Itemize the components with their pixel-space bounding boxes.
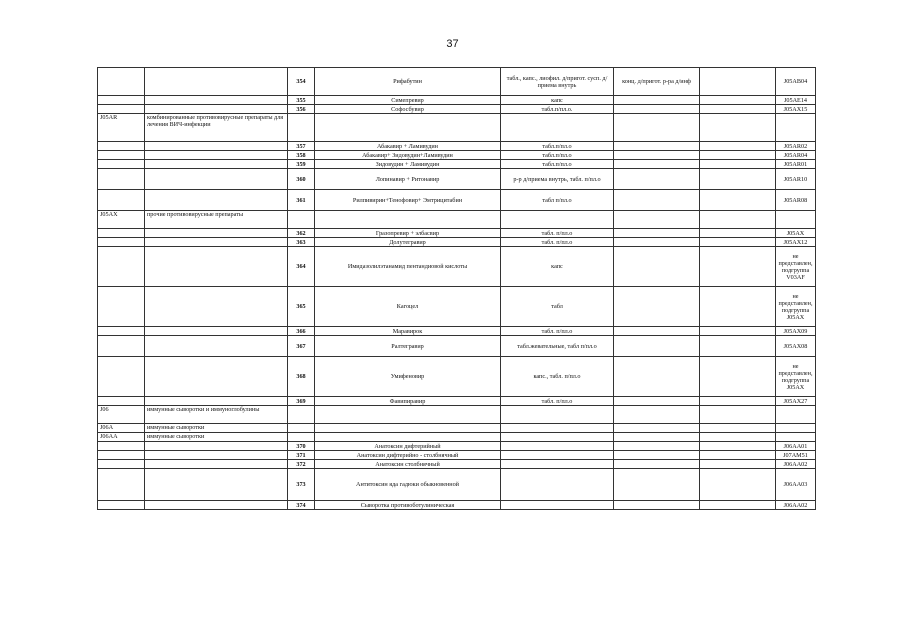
dosage-form-extra <box>614 160 700 169</box>
atc-code: J05AR08 <box>776 190 816 211</box>
dosage-form: р-р д/приема внутрь, табл. п/пл.о <box>501 169 614 190</box>
atc-group-name <box>145 451 288 460</box>
atc-code: J05AR10 <box>776 169 816 190</box>
dosage-form: табл. п/пл.о <box>501 397 614 406</box>
drug-name: Абакавир+ Зидовудин+Ламивудин <box>315 151 501 160</box>
dosage-form: табл.п/пл.о <box>501 160 614 169</box>
dosage-form-extra <box>614 287 700 327</box>
drug-name: Анатоксин дифтерийный <box>315 442 501 451</box>
atc-group-name <box>145 96 288 105</box>
table-row <box>98 151 816 160</box>
item-number: 369 <box>288 397 315 406</box>
empty-cell <box>700 287 776 327</box>
atc-group-name <box>145 442 288 451</box>
empty-cell <box>700 357 776 397</box>
dosage-form: табл.п/пл.о <box>501 151 614 160</box>
atc-code <box>776 114 816 142</box>
dosage-form-extra <box>614 451 700 460</box>
atc-group-code <box>98 501 145 510</box>
item-number <box>288 433 315 442</box>
item-number: 371 <box>288 451 315 460</box>
atc-group-name <box>145 460 288 469</box>
atc-group-name: иммунные сыворотки и иммуноглобулины <box>145 406 288 424</box>
dosage-form-extra <box>614 105 700 114</box>
atc-group-code: J06AA <box>98 433 145 442</box>
empty-cell <box>700 442 776 451</box>
dosage-form <box>501 433 614 442</box>
dosage-form <box>501 406 614 424</box>
drug-name: Кагоцел <box>315 287 501 327</box>
drug-name <box>315 211 501 229</box>
item-number: 363 <box>288 238 315 247</box>
empty-cell <box>700 142 776 151</box>
dosage-form <box>501 501 614 510</box>
atc-code: J05AB04 <box>776 68 816 96</box>
table-row <box>98 105 816 114</box>
atc-group-name: иммунные сыворотки <box>145 424 288 433</box>
dosage-form <box>501 460 614 469</box>
page-number: 37 <box>446 38 459 50</box>
dosage-form <box>501 114 614 142</box>
drug-name: Маравирок <box>315 327 501 336</box>
atc-code: J05AX <box>776 229 816 238</box>
empty-cell <box>700 211 776 229</box>
item-number: 373 <box>288 469 315 501</box>
table-row <box>98 190 816 211</box>
item-number: 358 <box>288 151 315 160</box>
table-row <box>98 433 816 442</box>
atc-code: J05AX15 <box>776 105 816 114</box>
dosage-form-extra <box>614 336 700 357</box>
table-row <box>98 142 816 151</box>
dosage-form: табл.жевательные, табл п/пл.о <box>501 336 614 357</box>
dosage-form-extra <box>614 501 700 510</box>
atc-group-code <box>98 451 145 460</box>
atc-group-code: J05AR <box>98 114 145 142</box>
table-row <box>98 501 816 510</box>
atc-group-code <box>98 229 145 238</box>
dosage-form: табл. п/пл.о <box>501 238 614 247</box>
atc-group-code <box>98 442 145 451</box>
empty-cell <box>700 451 776 460</box>
dosage-form: табл.п/пл.о. <box>501 105 614 114</box>
table-row <box>98 160 816 169</box>
dosage-form-extra <box>614 460 700 469</box>
atc-code <box>776 424 816 433</box>
table-row <box>98 406 816 424</box>
dosage-form-extra <box>614 406 700 424</box>
atc-group-name: комбинированные противовирусные препараты для лечения ВИЧ-инфекции <box>145 114 288 142</box>
table-row <box>98 460 816 469</box>
atc-code: не представлен, подгруппа J05AX <box>776 287 816 327</box>
empty-cell <box>700 406 776 424</box>
table-row <box>98 451 816 460</box>
dosage-form: табл п/пл.о <box>501 190 614 211</box>
atc-code: J05AR04 <box>776 151 816 160</box>
dosage-form-extra <box>614 169 700 190</box>
atc-group-name <box>145 190 288 211</box>
dosage-form-extra <box>614 442 700 451</box>
table-row <box>98 424 816 433</box>
atc-group-name <box>145 169 288 190</box>
item-number: 366 <box>288 327 315 336</box>
atc-group-name <box>145 501 288 510</box>
item-number <box>288 406 315 424</box>
table-row <box>98 397 816 406</box>
dosage-form-extra <box>614 211 700 229</box>
dosage-form-extra <box>614 247 700 287</box>
atc-group-code <box>98 357 145 397</box>
table-row <box>98 68 816 96</box>
atc-code: J06AA02 <box>776 501 816 510</box>
empty-cell <box>700 424 776 433</box>
table-row <box>98 287 816 327</box>
atc-group-name <box>145 287 288 327</box>
drug-name: Фавипиравир <box>315 397 501 406</box>
empty-cell <box>700 247 776 287</box>
atc-group-name <box>145 469 288 501</box>
table-body <box>98 68 816 510</box>
table-row <box>98 327 816 336</box>
atc-group-name <box>145 229 288 238</box>
atc-group-code <box>98 96 145 105</box>
drug-name <box>315 424 501 433</box>
item-number: 360 <box>288 169 315 190</box>
atc-code: J07AM51 <box>776 451 816 460</box>
dosage-form-extra <box>614 114 700 142</box>
atc-code: J06AA01 <box>776 442 816 451</box>
item-number <box>288 211 315 229</box>
drug-name: Зидовудин + Ламивудин <box>315 160 501 169</box>
item-number: 362 <box>288 229 315 238</box>
item-number: 372 <box>288 460 315 469</box>
atc-group-name <box>145 142 288 151</box>
table-row <box>98 336 816 357</box>
table-row <box>98 247 816 287</box>
atc-group-code <box>98 247 145 287</box>
dosage-form-extra <box>614 238 700 247</box>
empty-cell <box>700 105 776 114</box>
empty-cell <box>700 169 776 190</box>
atc-code <box>776 406 816 424</box>
drug-name: Имидазолилэтанамид пентандиовой кислоты <box>315 247 501 287</box>
dosage-form-extra <box>614 327 700 336</box>
item-number: 357 <box>288 142 315 151</box>
table-row <box>98 211 816 229</box>
dosage-form-extra <box>614 424 700 433</box>
item-number: 370 <box>288 442 315 451</box>
atc-group-name <box>145 160 288 169</box>
item-number: 355 <box>288 96 315 105</box>
dosage-form-extra <box>614 397 700 406</box>
atc-group-code <box>98 460 145 469</box>
table-row <box>98 169 816 190</box>
atc-group-code <box>98 336 145 357</box>
atc-group-name: иммунные сыворотки <box>145 433 288 442</box>
drug-name: Рифабутин <box>315 68 501 96</box>
drug-name: Ралтегравир <box>315 336 501 357</box>
empty-cell <box>700 460 776 469</box>
dosage-form <box>501 424 614 433</box>
atc-group-name <box>145 327 288 336</box>
drug-name: Анатоксин дифтерийно - столбнячный <box>315 451 501 460</box>
atc-code: J05AX08 <box>776 336 816 357</box>
drug-name: Сыворотка противоботулиническая <box>315 501 501 510</box>
dosage-form: капс <box>501 96 614 105</box>
table-row <box>98 238 816 247</box>
atc-group-code <box>98 327 145 336</box>
drug-name <box>315 406 501 424</box>
atc-group-code: J06A <box>98 424 145 433</box>
atc-code: J05AX12 <box>776 238 816 247</box>
dosage-form <box>501 451 614 460</box>
dosage-form-extra <box>614 190 700 211</box>
atc-code: J05AE14 <box>776 96 816 105</box>
atc-group-code <box>98 397 145 406</box>
dosage-form-extra <box>614 151 700 160</box>
atc-group-code <box>98 68 145 96</box>
dosage-form: капс., табл. п/пл.о <box>501 357 614 397</box>
atc-group-name <box>145 105 288 114</box>
dosage-form-extra <box>614 96 700 105</box>
drug-table <box>97 67 816 510</box>
atc-code: не представлен, подгруппа J05AX <box>776 357 816 397</box>
dosage-form-extra: конц. д/пригот. р-ра д/инф <box>614 68 700 96</box>
dosage-form-extra <box>614 229 700 238</box>
atc-group-code <box>98 469 145 501</box>
atc-group-code <box>98 105 145 114</box>
atc-group-name <box>145 68 288 96</box>
dosage-form <box>501 469 614 501</box>
empty-cell <box>700 114 776 142</box>
dosage-form: табл. п/пл.о <box>501 229 614 238</box>
table-row <box>98 469 816 501</box>
dosage-form <box>501 211 614 229</box>
dosage-form: табл.п/пл.о <box>501 142 614 151</box>
atc-code <box>776 211 816 229</box>
atc-group-name <box>145 397 288 406</box>
drug-name: Абакавир + Ламивудин <box>315 142 501 151</box>
atc-group-code <box>98 151 145 160</box>
drug-name: Гразопревир + элбасвир <box>315 229 501 238</box>
empty-cell <box>700 501 776 510</box>
dosage-form: табл. п/пл.о <box>501 327 614 336</box>
empty-cell <box>700 96 776 105</box>
atc-group-code <box>98 238 145 247</box>
item-number: 374 <box>288 501 315 510</box>
drug-name: Антитоксин яда гадюки обыкновенной <box>315 469 501 501</box>
drug-name <box>315 433 501 442</box>
dosage-form <box>501 442 614 451</box>
atc-group-code <box>98 142 145 151</box>
atc-code <box>776 433 816 442</box>
dosage-form: табл <box>501 287 614 327</box>
item-number: 361 <box>288 190 315 211</box>
empty-cell <box>700 160 776 169</box>
table-row <box>98 114 816 142</box>
drug-name: Лопинавир + Ритонавир <box>315 169 501 190</box>
table-row <box>98 442 816 451</box>
atc-code: не представлен, подгруппа V03AF <box>776 247 816 287</box>
atc-code: J06AA03 <box>776 469 816 501</box>
atc-group-code: J06 <box>98 406 145 424</box>
atc-group-name <box>145 151 288 160</box>
drug-name: Анатоксин столбнячный <box>315 460 501 469</box>
empty-cell <box>700 238 776 247</box>
atc-group-name <box>145 336 288 357</box>
atc-group-code: J05AX <box>98 211 145 229</box>
atc-group-name <box>145 238 288 247</box>
item-number: 356 <box>288 105 315 114</box>
atc-group-name <box>145 247 288 287</box>
empty-cell <box>700 151 776 160</box>
dosage-form-extra <box>614 357 700 397</box>
dosage-form-extra <box>614 433 700 442</box>
drug-name: Симепревир <box>315 96 501 105</box>
empty-cell <box>700 327 776 336</box>
table-row <box>98 96 816 105</box>
atc-group-code <box>98 287 145 327</box>
empty-cell <box>700 469 776 501</box>
item-number: 364 <box>288 247 315 287</box>
dosage-form-extra <box>614 469 700 501</box>
atc-code: J05AX27 <box>776 397 816 406</box>
empty-cell <box>700 190 776 211</box>
atc-group-name <box>145 357 288 397</box>
drug-name: Софосбувир <box>315 105 501 114</box>
item-number: 367 <box>288 336 315 357</box>
item-number <box>288 114 315 142</box>
atc-code: J05AR01 <box>776 160 816 169</box>
atc-group-code <box>98 160 145 169</box>
dosage-form: табл., капс., лиофил. д/пригот. сусп. д/приема внутрь <box>501 68 614 96</box>
empty-cell <box>700 68 776 96</box>
drug-name <box>315 114 501 142</box>
empty-cell <box>700 397 776 406</box>
item-number: 365 <box>288 287 315 327</box>
item-number: 354 <box>288 68 315 96</box>
empty-cell <box>700 433 776 442</box>
atc-code: J05AR02 <box>776 142 816 151</box>
item-number <box>288 424 315 433</box>
atc-code: J06AA02 <box>776 460 816 469</box>
item-number: 359 <box>288 160 315 169</box>
empty-cell <box>700 229 776 238</box>
empty-cell <box>700 336 776 357</box>
atc-group-code <box>98 190 145 211</box>
atc-group-code <box>98 169 145 190</box>
atc-group-name: прочие противовирусные препараты <box>145 211 288 229</box>
drug-name: Умифеновир <box>315 357 501 397</box>
table-row <box>98 229 816 238</box>
drug-name: Долутегравир <box>315 238 501 247</box>
item-number: 368 <box>288 357 315 397</box>
table-row <box>98 357 816 397</box>
dosage-form: капс <box>501 247 614 287</box>
atc-code: J05AX09 <box>776 327 816 336</box>
drug-name: Рилпивирин+Тенофовир+ Эмтрицитабин <box>315 190 501 211</box>
dosage-form-extra <box>614 142 700 151</box>
